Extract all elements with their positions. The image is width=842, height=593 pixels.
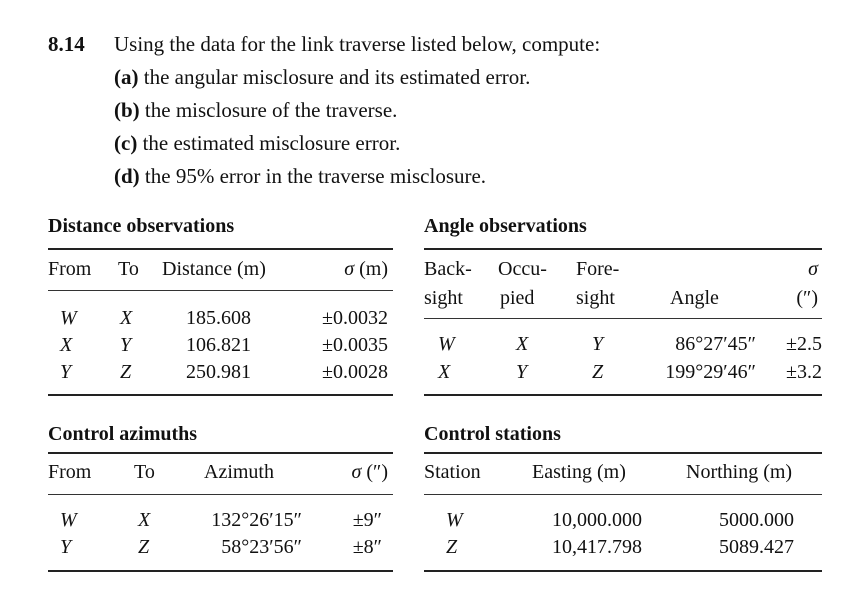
part-tag: (d)	[114, 164, 140, 188]
table-cell: Z	[446, 536, 458, 558]
top-rule	[424, 452, 822, 454]
header-angle: Angle	[670, 287, 719, 309]
problem-intro-line	[48, 28, 600, 61]
header-sight-fore: sight	[576, 287, 615, 309]
sigma-unit: (″)	[361, 461, 388, 483]
table-cell: Z	[120, 361, 132, 383]
table-cell: 5089.427	[719, 536, 794, 558]
header-fore: Fore-	[576, 258, 620, 280]
table-cell: Y	[120, 334, 132, 356]
table-cell: X	[438, 361, 451, 383]
table-cell: Y	[516, 361, 528, 383]
table-cell: ±9″	[352, 509, 382, 531]
header-rule	[424, 318, 822, 319]
header-azimuth: Azimuth	[204, 461, 274, 483]
table-cell: 132°26′15″	[211, 509, 302, 531]
table-cell: 5000.000	[719, 509, 794, 531]
table-cell: X	[120, 307, 133, 329]
table-cell: 10,417.798	[552, 536, 642, 558]
header-rule	[424, 494, 822, 495]
table-cell: X	[138, 509, 151, 531]
top-rule	[424, 248, 822, 250]
table-cell: ±2.5	[786, 333, 822, 355]
part-text: the misclosure of the traverse.	[144, 98, 398, 122]
header-sigma-unit: (″)	[796, 287, 818, 309]
header-sigma: σ	[808, 258, 818, 280]
problem-part-b	[48, 94, 600, 127]
table-cell: W	[446, 509, 463, 531]
table-title: Control azimuths	[48, 423, 198, 445]
part-tag: (b)	[114, 98, 140, 122]
table-cell: X	[516, 333, 529, 355]
table-cell: Z	[138, 536, 150, 558]
problem-statement	[48, 28, 600, 193]
table-cell: 58°23′56″	[221, 536, 302, 558]
part-tag: (a)	[114, 65, 139, 89]
distance-observations-table	[48, 214, 393, 399]
bottom-rule	[424, 394, 822, 396]
header-from: From	[48, 258, 92, 280]
control-azimuths-table	[48, 422, 393, 577]
table-cell: Z	[592, 361, 604, 383]
table-cell: Y	[60, 361, 72, 383]
header-sigma: σ (m)	[344, 258, 388, 280]
table-cell: 10,000.000	[552, 509, 642, 531]
header-back: Back-	[424, 258, 472, 280]
header-occu: Occu-	[498, 258, 547, 280]
header-sigma	[298, 460, 388, 484]
header-sight: sight	[424, 287, 463, 309]
table-cell: Y	[592, 333, 604, 355]
table-cell: 199°29′46″	[665, 361, 756, 383]
table-title: Angle observations	[424, 215, 587, 237]
bottom-rule	[424, 570, 822, 572]
table-cell: 86°27′45″	[675, 333, 756, 355]
table-cell: W	[60, 307, 77, 329]
problem-part-c	[48, 127, 600, 160]
problem-intro: Using the data for the link traverse listed below, compute:	[114, 32, 601, 56]
angle-observations-table	[424, 214, 822, 399]
bottom-rule	[48, 570, 393, 572]
table-cell: X	[60, 334, 73, 356]
part-tag: (c)	[114, 131, 138, 155]
table-cell: W	[438, 333, 455, 355]
header-station: Station	[424, 461, 481, 483]
table-cell: Y	[60, 536, 72, 558]
header-to: To	[134, 461, 155, 483]
sigma-symbol: σ	[351, 461, 362, 483]
table-cell: ±0.0032	[322, 307, 388, 329]
header-from: From	[48, 461, 92, 483]
table-cell: ±8″	[352, 536, 382, 558]
header-distance: Distance (m)	[162, 258, 266, 280]
problem-number: 8.14	[48, 32, 85, 56]
part-text: the angular misclosure and its estimated error.	[143, 65, 531, 89]
bottom-rule	[48, 394, 393, 396]
table-cell: ±0.0028	[322, 361, 388, 383]
part-text: the 95% error in the traverse misclosure.	[144, 164, 487, 188]
table-cell: 250.981	[186, 361, 251, 383]
header-easting: Easting (m)	[532, 461, 626, 483]
table-cell: W	[60, 509, 77, 531]
header-rule	[48, 494, 393, 495]
part-text: the estimated misclosure error.	[142, 131, 401, 155]
header-to: To	[118, 258, 139, 280]
top-rule	[48, 452, 393, 454]
table-cell: ±0.0035	[322, 334, 388, 356]
table-title: Distance observations	[48, 215, 235, 237]
control-stations-table	[424, 422, 822, 577]
header-northing: Northing (m)	[686, 461, 793, 483]
table-cell: 185.608	[186, 307, 251, 329]
header-pied: pied	[500, 287, 535, 309]
table-cell: 106.821	[186, 334, 251, 356]
table-title: Control stations	[424, 423, 561, 445]
top-rule	[48, 248, 393, 250]
problem-part-a	[48, 61, 600, 94]
header-rule	[48, 290, 393, 291]
table-cell: ±3.2	[786, 361, 822, 383]
problem-part-d	[48, 160, 600, 193]
